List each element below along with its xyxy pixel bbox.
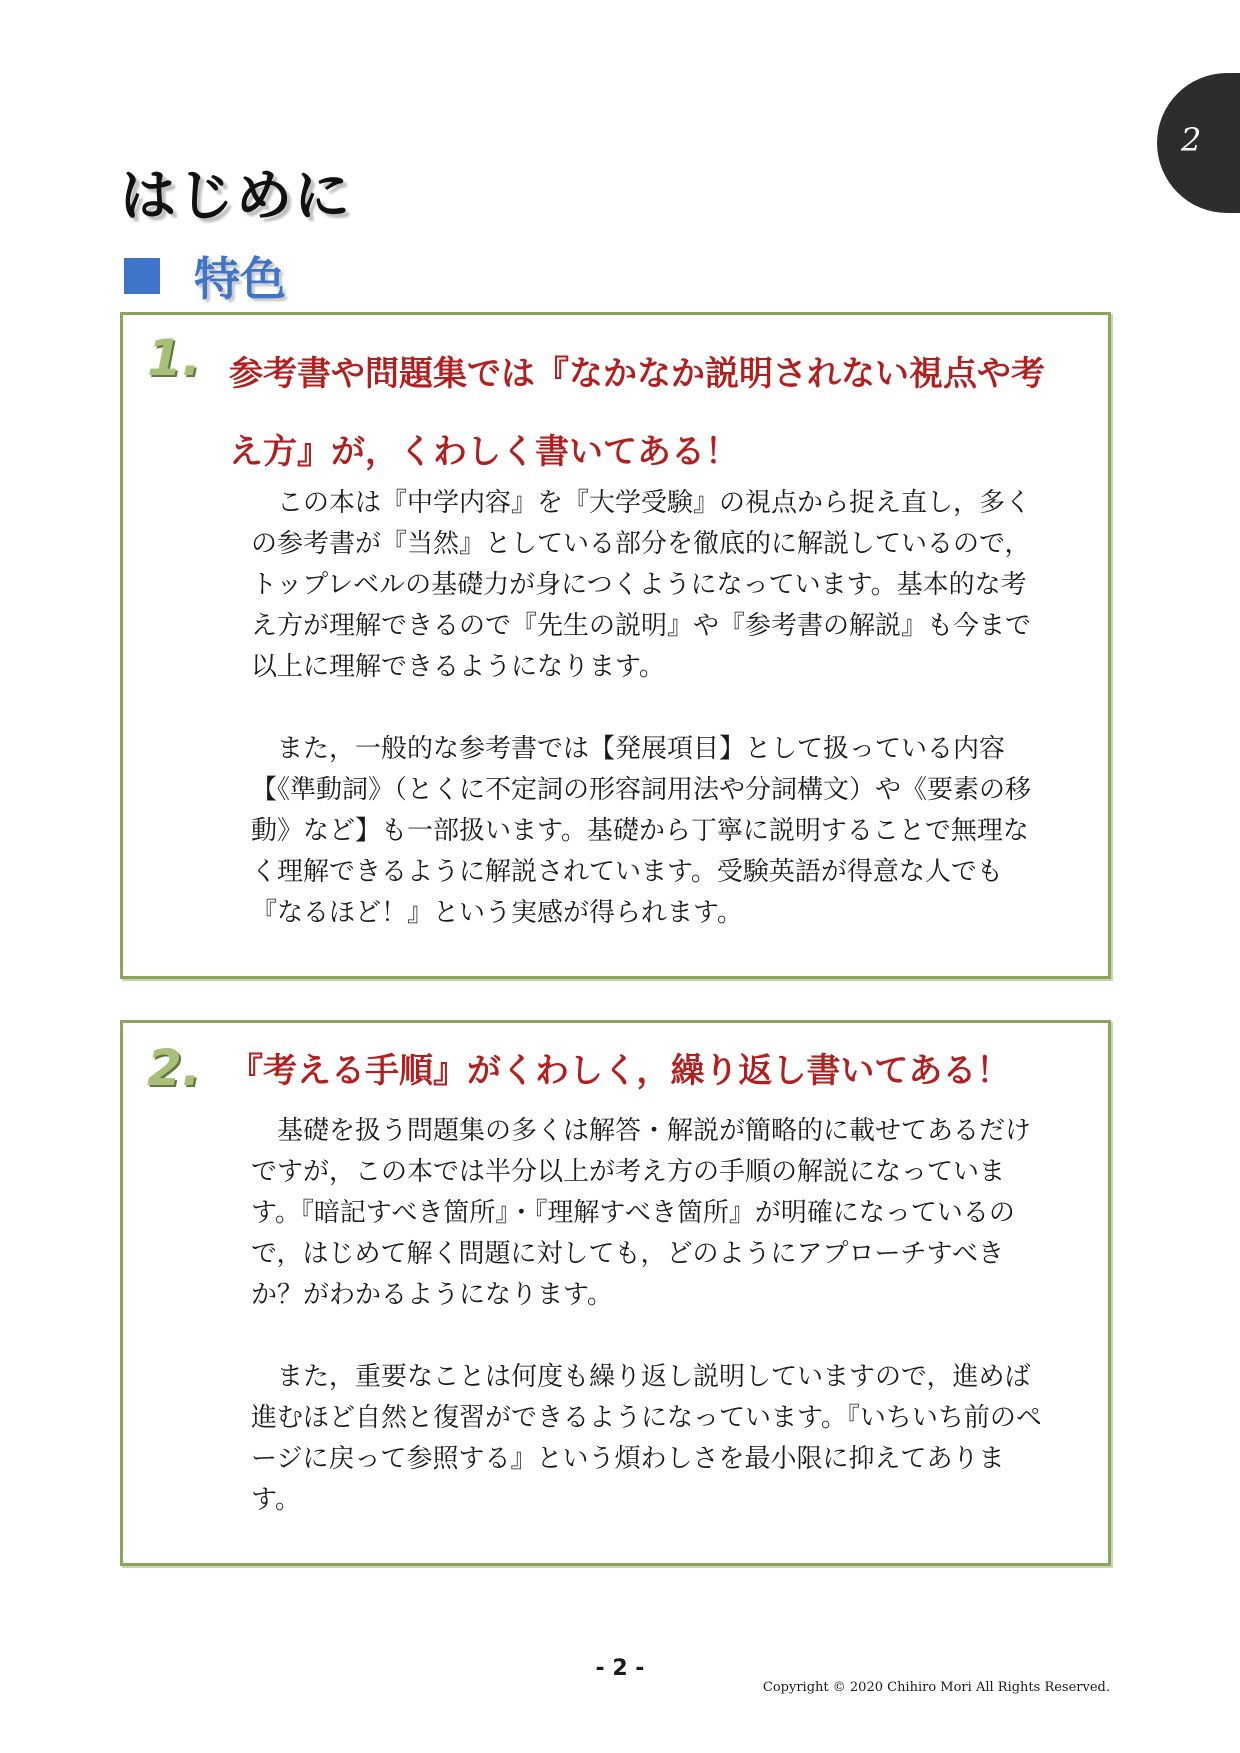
page-title: はじめに	[120, 164, 352, 229]
feature-paragraph: また，重要なことは何度も繰り返し説明していますので，進めば進むほど自然と復習ができるようになっています。『いちいち前のページに戻って参照する』という煩わしさを最小限に抑えてあります。	[251, 1362, 1042, 1515]
feature-number: 1.	[147, 329, 201, 387]
feature-paragraph: 基礎を扱う問題集の多くは解答・解説が簡略的に載せてあるだけですが，この本では半分以上が考え方の手順の解説になっています。『暗記すべき箇所』・『理解すべき箇所』が明確になっているので，はじめて解く問題に対しても，どのようにアプローチすべきか？がわかるようになります。	[251, 1116, 1032, 1310]
feature-paragraph: また，一般的な参考書では【発展項目】として扱っている内容【《準動詞》（とくに不定詞の形容詞用法や分詞構文）や《要素の移動》など】も一部扱います。基礎から丁寧に説明することで無理なく理解できるように解説されています。受験英語が得意な人でも『なるほど！』という実感が得られます。	[251, 734, 1032, 928]
feature-number: 2.	[147, 1039, 201, 1097]
section-heading	[124, 243, 286, 309]
feature-heading: 『考える手順』がくわしく，繰り返し書いてある！	[229, 1051, 1011, 1091]
page-number-tab	[1157, 73, 1240, 213]
feature-box-1	[120, 312, 1111, 979]
footer-page-number: - 2 -	[595, 1656, 645, 1681]
section-square-icon	[124, 258, 160, 294]
copyright-notice: Copyright © 2020 Chihiro Mori All Rights Reserved.	[762, 1680, 1110, 1695]
feature-paragraph: この本は『中学内容』を『大学受験』の視点から捉え直し，多くの参考書が『当然』としている部分を徹底的に解説しているので，トップレベルの基礎力が身につくようになっています。基本的な考え方が理解できるので『先生の説明』や『参考書の解説』も今まで以上に理解できるようになります。	[251, 488, 1032, 682]
section-label: 特色	[194, 252, 286, 306]
feature-body	[251, 483, 1051, 975]
page-tab-number: 2	[1181, 121, 1202, 159]
feature-body	[251, 1111, 1051, 1562]
feature-box-2	[120, 1020, 1111, 1566]
feature-heading: 参考書や問題集では『なかなか説明されない視点や考え方』が，くわしく書いてある！	[229, 354, 1045, 472]
